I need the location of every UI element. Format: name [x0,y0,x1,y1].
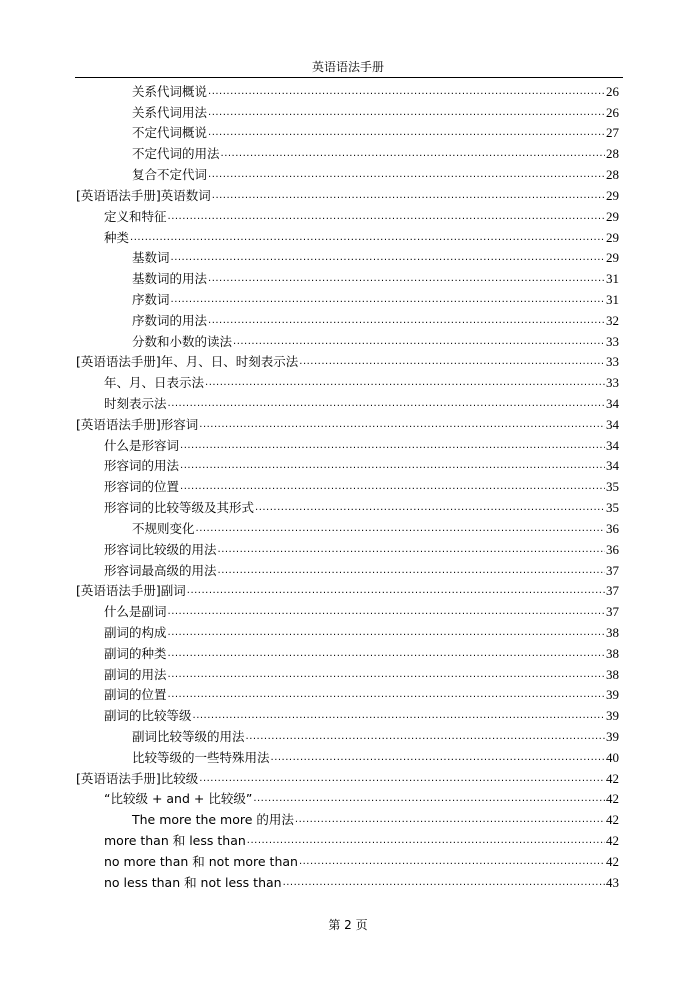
toc-dot-leader [193,709,605,723]
page-footer: 第 2 页 [328,918,368,932]
toc-entry-title: 什么是副词 [104,604,167,620]
toc-entry[interactable] [76,767,619,788]
toc-entry[interactable] [76,621,619,642]
toc-entry-title: 序数词的用法 [132,312,208,328]
toc-entry[interactable] [76,392,619,413]
toc-entry[interactable] [76,371,619,392]
toc-entry-page: 33 [606,354,619,370]
toc-entry-page: 28 [606,167,619,183]
toc-entry[interactable] [76,559,619,580]
toc-entry-title: [英语语法手册]比较级 [76,770,199,786]
toc-entry-page: 26 [606,83,619,99]
toc-dot-leader [168,688,605,702]
toc-dot-leader [180,480,605,494]
toc-entry[interactable] [76,80,619,101]
header-title: 英语语法手册 [311,60,384,74]
toc-dot-leader [208,106,605,120]
toc-entry[interactable] [76,871,619,892]
toc-entry[interactable] [76,538,619,559]
toc-entry-page: 34 [606,396,619,411]
toc-dot-leader [299,855,605,869]
toc-dot-leader [196,522,605,536]
toc-entry-page: 37 [606,583,619,599]
toc-dot-leader [168,668,605,682]
toc-entry-title: 形容词的位置 [104,479,180,495]
toc-entry[interactable] [76,226,619,247]
toc-entry[interactable] [76,351,619,372]
toc-dot-leader [208,85,605,99]
toc-entry-page: 39 [606,729,619,744]
toc-entry-title: [英语语法手册]英语数词 [76,187,211,203]
toc-entry-page: 31 [606,291,619,307]
toc-dot-leader [212,189,605,203]
toc-entry[interactable] [76,850,619,871]
toc-dot-leader [221,147,605,161]
toc-dot-leader [271,751,605,765]
toc-entry-page: 38 [606,624,619,640]
toc-entry[interactable] [76,309,619,330]
toc-entry[interactable] [76,434,619,455]
toc-dot-leader [208,272,605,286]
toc-entry-title: 副词的构成 [104,624,167,640]
toc-entry-page: 42 [606,770,619,786]
toc-entry[interactable] [76,184,619,205]
toc-entry[interactable] [76,704,619,725]
toc-entry[interactable] [76,788,619,809]
toc-entry-title: [英语语法手册]形容词 [76,416,199,432]
toc-entry[interactable] [76,163,619,184]
toc-dot-leader [299,355,605,369]
toc-entry-page: 43 [606,874,619,890]
toc-entry-title: 副词比较等级的用法 [132,729,245,744]
toc-entry-page: 28 [606,146,619,162]
toc-dot-leader [246,730,605,744]
toc-entry-title: 形容词比较级的用法 [104,541,217,557]
toc-dot-leader [247,834,605,848]
toc-entry-title: 时刻表示法 [104,396,167,411]
toc-entry[interactable] [76,746,619,767]
toc-entry[interactable] [76,142,619,163]
toc-entry[interactable] [76,725,619,746]
toc-dot-leader [168,397,605,411]
toc-entry[interactable] [76,600,619,621]
toc-entry[interactable] [76,684,619,705]
toc-dot-leader [180,459,605,473]
toc-entry-page: 32 [606,312,619,328]
toc-entry[interactable] [76,475,619,496]
toc-entry-page: 26 [606,104,619,120]
toc-entry-title: 副词的种类 [104,645,167,661]
toc-entry-title: 复合不定代词 [132,167,208,183]
toc-entry-page: 36 [606,520,619,536]
toc-entry-title: 副词的用法 [104,666,167,682]
toc-entry-title: 基数词 [132,250,170,266]
toc-entry[interactable] [76,580,619,601]
toc-entry-title: 不定代词概说 [132,125,208,141]
toc-entry-page: 33 [606,333,619,349]
toc-dot-leader [168,647,605,661]
toc-entry[interactable] [76,642,619,663]
toc-dot-leader [199,772,605,786]
toc-entry-title: 基数词的用法 [132,271,208,287]
toc-entry-title: 分数和小数的读法 [132,333,233,349]
toc-entry-title: 形容词的用法 [104,458,180,474]
toc-entry[interactable] [76,829,619,850]
toc-entry-title: 年、月、日表示法 [104,375,205,391]
toc-entry-page: 29 [606,187,619,203]
toc-entry-page: 34 [606,458,619,474]
toc-dot-leader [208,168,605,182]
toc-entry[interactable] [76,330,619,351]
toc-entry-page: 42 [606,812,619,828]
toc-dot-leader [295,813,605,827]
toc-dot-leader [255,501,605,515]
toc-entry-page: 29 [606,250,619,266]
toc-dot-leader [205,376,605,390]
toc-entry-page: 31 [606,271,619,287]
toc-entry-title: 形容词的比较等级及其形式 [104,500,255,516]
toc-entry-title: 关系代词概说 [132,83,208,99]
toc-entry-title: 比较等级的一些特殊用法 [132,749,270,765]
toc-dot-leader [233,335,605,349]
toc-entry-title: 什么是形容词 [104,437,180,453]
toc-entry-page: 39 [606,687,619,703]
toc-entry-page: 29 [606,208,619,224]
toc-dot-leader [171,251,605,265]
toc-dot-leader [283,876,605,890]
toc-entry-title: no more than 和 not more than [104,853,298,869]
toc-dot-leader [218,543,605,557]
toc-entry-page: 27 [606,125,619,141]
toc-entry-title: 定义和特征 [104,208,167,224]
toc-entry-title: 副词的比较等级 [104,708,192,724]
toc-entry-title: no less than 和 not less than [104,874,282,890]
toc-entry[interactable] [76,205,619,226]
toc-entry-page: 33 [606,375,619,391]
toc-entry-page: 42 [606,791,619,807]
toc-entry-title: [英语语法手册]年、月、日、时刻表示法 [76,354,299,370]
toc-entry-page: 29 [606,229,619,245]
toc-entry-page: 35 [606,500,619,516]
toc-dot-leader [180,439,605,453]
toc-dot-leader [187,584,605,598]
toc-entry-title: 种类 [104,229,130,245]
toc-entry[interactable] [76,101,619,122]
toc-entry-page: 37 [606,604,619,620]
header-rule [75,77,623,78]
table-of-contents [76,80,619,892]
toc-entry-title: “比较级 + and + 比较级” [104,791,253,807]
toc-entry-page: 42 [606,833,619,849]
toc-entry-page: 34 [606,437,619,453]
toc-entry[interactable] [76,267,619,288]
toc-entry-title: [英语语法手册]副词 [76,583,186,599]
toc-entry[interactable] [76,496,619,517]
toc-entry[interactable] [76,517,619,538]
toc-entry[interactable] [76,455,619,476]
toc-entry-title: 序数词 [132,291,170,307]
toc-entry-page: 35 [606,479,619,495]
toc-entry-page: 36 [606,541,619,557]
toc-dot-leader [218,564,605,578]
toc-entry[interactable] [76,413,619,434]
toc-dot-leader [208,314,605,328]
toc-dot-leader [130,231,605,245]
toc-entry[interactable] [76,808,619,829]
toc-dot-leader [253,792,605,806]
toc-entry-title: The more the more 的用法 [132,812,294,828]
toc-entry-page: 38 [606,666,619,682]
toc-entry-title: more than 和 less than [104,833,246,849]
toc-entry[interactable] [76,663,619,684]
toc-dot-leader [199,418,605,432]
toc-dot-leader [168,605,605,619]
toc-entry[interactable] [76,122,619,143]
toc-entry-title: 不定代词的用法 [132,146,220,162]
toc-entry-page: 39 [606,708,619,724]
toc-entry-page: 40 [606,749,619,765]
toc-entry-page: 34 [606,416,619,432]
toc-entry-page: 37 [606,562,619,578]
toc-entry[interactable] [76,247,619,268]
toc-entry-title: 不规则变化 [132,520,195,536]
toc-entry-title: 形容词最高级的用法 [104,562,217,578]
toc-dot-leader [168,626,605,640]
toc-entry-page: 42 [606,853,619,869]
toc-entry[interactable] [76,288,619,309]
toc-dot-leader [208,126,605,140]
toc-dot-leader [171,293,605,307]
toc-entry-title: 关系代词用法 [132,104,208,120]
toc-dot-leader [168,210,605,224]
toc-entry-page: 38 [606,645,619,661]
toc-entry-title: 副词的位置 [104,687,167,703]
